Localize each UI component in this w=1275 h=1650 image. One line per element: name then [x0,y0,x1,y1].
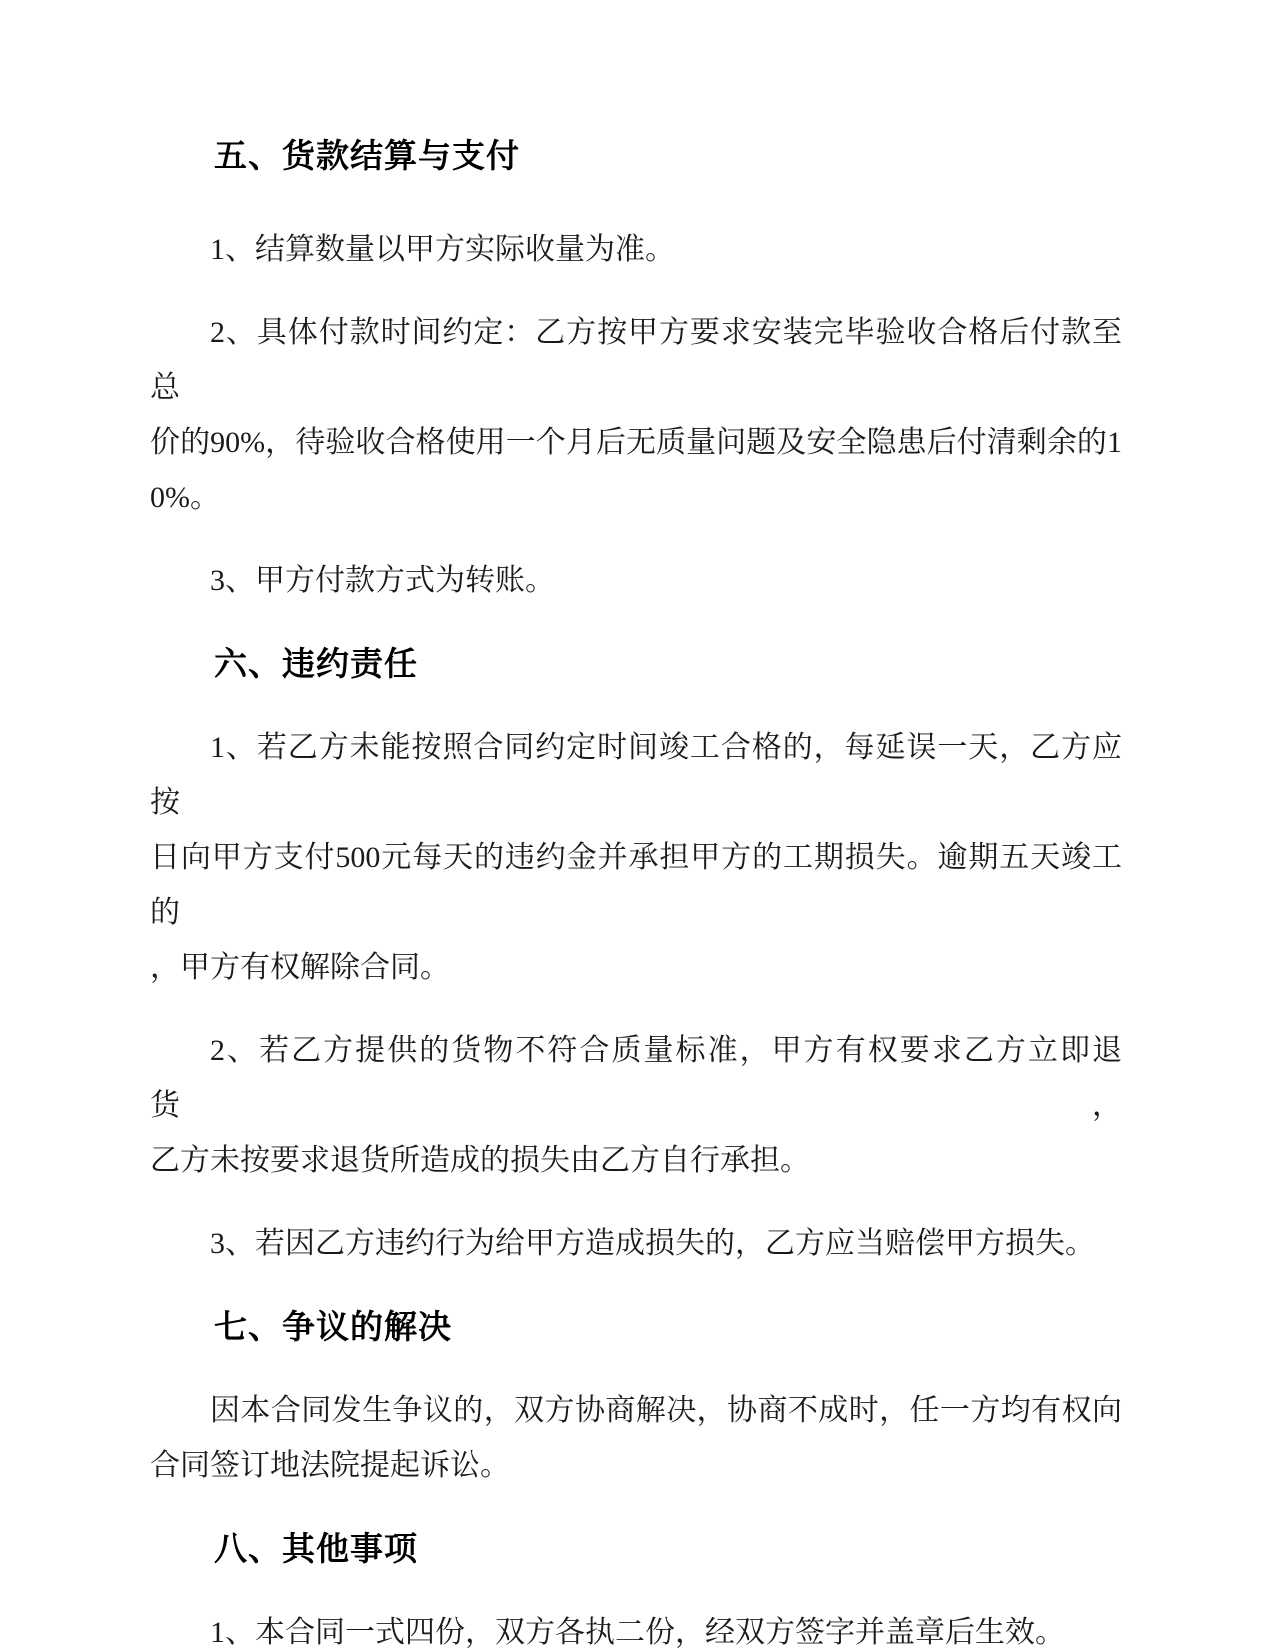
paragraph-copies-effective [150,1605,1122,1650]
paragraph-payment-schedule [150,305,1122,525]
text-line: 2、具体付款时间约定：乙方按甲方要求安装完毕验收合格后付款至总 [150,316,1122,404]
paragraph-payment-method [150,553,1122,608]
text-line: 0%。 [150,481,220,514]
paragraph-compensation [150,1216,1122,1271]
text-line: 3、若因乙方违约行为给甲方造成损失的，乙方应当赔偿甲方损失。 [210,1227,1095,1260]
section-heading-payment-settlement: 五、货款结算与支付 [214,137,520,174]
paragraph-dispute-litigation [150,1383,1122,1493]
section-heading-breach-liability: 六、违约责任 [214,645,418,682]
text-line: 2、若乙方提供的货物不符合质量标准，甲方有权要求乙方立即退货， [150,1034,1122,1122]
text-line: 3、甲方付款方式为转账。 [210,564,555,597]
section-heading-dispute-resolution: 七、争议的解决 [214,1308,452,1345]
paragraph-delay-penalty [150,720,1122,995]
text-line: 1、本合同一式四份，双方各执二份，经双方签字并盖章后生效。 [210,1616,1065,1649]
text-line: 日向甲方支付500元每天的违约金并承担甲方的工期损失。逾期五天竣工的 [150,841,1122,929]
text-line: ，甲方有权解除合同。 [150,951,450,984]
text-line: 合同签订地法院提起诉讼。 [150,1449,510,1482]
text-line: 乙方未按要求退货所造成的损失由乙方自行承担。 [150,1144,810,1177]
section-heading-other-matters: 八、其他事项 [214,1530,418,1567]
text-line: 因本合同发生争议的，双方协商解决，协商不成时，任一方均有权向 [210,1394,1122,1427]
text-line: 1、若乙方未能按照合同约定时间竣工合格的，每延误一天，乙方应按 [150,731,1122,819]
paragraph-quality-return [150,1023,1122,1188]
paragraph-settlement-quantity [150,222,1122,277]
text-line: 1、结算数量以甲方实际收量为准。 [210,233,675,266]
text-line: 价的90%，待验收合格使用一个月后无质量问题及安全隐患后付清剩余的1 [150,426,1122,459]
